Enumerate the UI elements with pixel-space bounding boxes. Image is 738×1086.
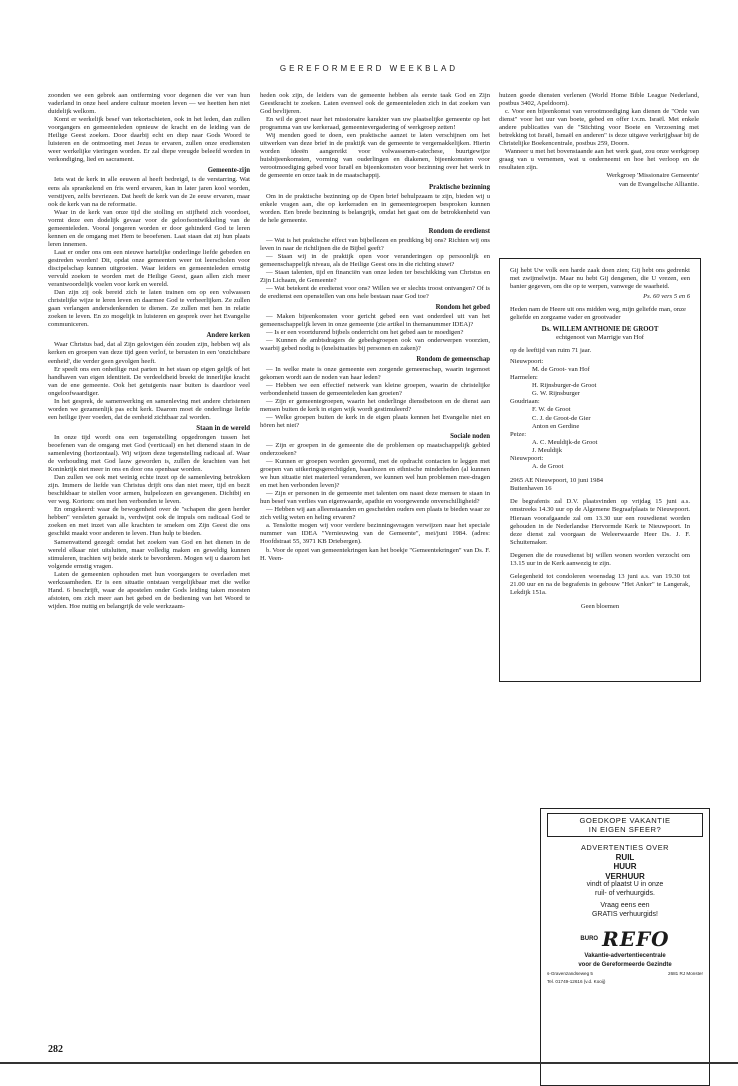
spouse-line: echtgenoot van Marrigje van Hof	[556, 333, 644, 341]
family-place: Harmelen:	[510, 374, 538, 382]
no-flowers-note: Geen bloemen	[580, 603, 620, 611]
ad-headline: IN EIGEN SFEER?	[588, 825, 662, 834]
paragraph: Iets wat de kerk in alle eeuwen al heeft bedreigd, is de verstarring. Wat eens als sprankelend en fris werd ervaren, kan in later jaren kool worden, verstijven, zelfs bevriezen. Dat heeft de kerk van de 2e eeuw ervaren, maar ook de kerk van na de reformatie.	[48, 176, 250, 208]
ad-line: ADVERTENTIES OVER	[580, 843, 670, 852]
ad-tagline: voor de Gereformeerde Gezindte	[578, 962, 672, 969]
question: — In welke mate is onze gemeente een zorgende gemeenschap, waarin tegemoet gekomen wordt aan de noden van haar leden?	[260, 365, 490, 381]
question: — Kunnen de ambtsdragers de gebedsgroepen ook van onderwerpen voorzien, waarbij gebed nodig is (knelsituaties bij personen en zaken)?	[260, 337, 490, 353]
paragraph: Waar Christus bad, dat al Zijn gelovigen één zouden zijn, hebben wij als kerken en groepen van deze tijd geen verlof, te berusten in een 'onzichtbare eenheid', die verder geen gevolgen heeft.	[48, 341, 250, 365]
family-member: G. W. Rijnsburger	[532, 390, 580, 398]
paragraph: Dan zijn zij ook bereid zich te laten trainen om op een volwassen christelijke wijze te leren leven en daarmee God te verheerlijken. Ze zullen gaan verlangen andersdenkenden te dienen. Ze zullen met hen in relatie zoeken te leven. En zo mogelijk in luisteren en gesprek over het Evangelie communiceren.	[48, 289, 250, 329]
column-3	[499, 92, 699, 189]
ad-line: GRATIS verhuurgids!	[591, 910, 658, 918]
ad-tagline: Vakantie-advertentiecentrale	[584, 953, 666, 960]
family-place: Nieuwpoort:	[510, 454, 544, 462]
ad-phone	[547, 979, 703, 985]
paragraph: heden ook zijn, de leiders van de gemeente hebben als eerste taak God en Zijn Geestkracht te zoeken. Laten evenwel ook de gemeenteleden zich in dat zoeken van God bevlijeren.	[260, 92, 490, 116]
address-line: Buitenhaven 16	[510, 485, 552, 493]
question: — Zijn er gemeentegroepen, waarin het onderlinge dienstbetoon en de dienst aan mensen buiten de kerk in eigen wijk wordt gestimuleerd?	[260, 397, 490, 413]
paragraph: Wanneer u met het bovenstaande aan het werk gaat, zou onze werkgroep graag van u vernemen, wat u onderneemt en hoe het verloop en de resultaten zijn.	[499, 148, 699, 172]
question: — Maken bijeenkomsten voor gericht gebed een vast onderdeel uit van het gemeenschappelijk leven in onze gemeente (zie artikel in themanummer IDEA)?	[260, 313, 490, 329]
bottom-rule	[0, 1062, 738, 1064]
ad-keyword: RUIL	[615, 852, 635, 862]
obituary-notice	[499, 258, 701, 682]
buro-label: BURO	[580, 936, 599, 943]
paragraph: En omgekeerd: waar de bewogenheid over de "schapen die geen herder hebben" versleten geraakt is, verdwijnt ook de impuls om radicaal God te zoeken en met inzet van alle krachten te smeken om Zijn Geest die ons geschikt maakt voor anderen te leven. Hun hulp te bieden.	[48, 506, 250, 538]
family-member: J. Meuldijk	[532, 446, 563, 454]
paragraph: Waar in de kerk van onze tijd die stolling en stijfheid zich voordoet, vormt deze een dodelijk gevaar voor de geloofsontwikkeling van de gemeenteleden. Vooral jongeren worden er door gehinderd God te leren kennen en de omgang met Hem te beoefenen. Laat staan dat zij hun plaats leren innemen.	[48, 208, 250, 248]
ad-line: Vraag eens een	[600, 901, 650, 909]
reference-note: a. Tenslotte mogen wij voor verdere bezinningsvragen verwijzen naar het speciale nummer van IDEA "Vernieuwing van de Gemeente", mei/juni 1984. (adres: Hoofdstraat 55, 3971 KB Driebergen).	[260, 522, 490, 546]
paragraph: En wil de groei naar het missionaire karakter van uw plaatselijke gemeente op het programma van uw kerkeraad, gemeentevergadering of werkgroep zetten!	[260, 116, 490, 132]
paragraph: Wij menden goed te doen, een praktische aanzet te laten verschijnen om het uitwerken van deze brief in de praktijk van de gemeente te vergemakkelijken. Hierin worden ideeën aangereikt voor volwassenen-catechese, buurtgewijze huisbijeenkomsten, vorming van ouderlingen en diakenen, bijeenkomsten voor verootmoediging gebed voor Israël en bijeenkomsten voor bezinning over het werk in de gemeente en onze taak in de maatschappij.	[260, 132, 490, 180]
condolence-info: Gelegenheid tot condoleren woensdag 13 juni a.s. van 19.30 tot 21.00 uur en na de begrafenis in gebouw "Het Anker" te Langerak, Lekdijk 151a.	[510, 573, 690, 597]
deceased-name: Ds. WILLEM ANTHONIE DE GROOT	[541, 325, 659, 333]
section-heading: Gemeente-zijn	[207, 167, 250, 175]
refo-wordmark: REFO	[602, 927, 670, 952]
question: — Welke groepen buiten de kerk in de eigen plaats kennen het Evangelie niet en hören het niet?	[260, 413, 490, 429]
running-title: GEREFORMEERD WEEKBLAD	[279, 64, 459, 73]
question: — Zijn er personen in de gemeente met talenten om naast deze mensen te staan in hun besef van verlies van eigenwaarde, apathie en voorgewende onverschilligheid?	[260, 490, 490, 506]
page-number: 282	[48, 1044, 63, 1055]
paragraph: huizen goede diensten verlenen (World Home Bible League Nederland, postbus 3402, Apeldoorn).	[499, 92, 699, 108]
reference-note: b. Voor de opzet van gemeentekringen kan het boekje "Gemeentekringen" van Ds. F. H. Veen-	[260, 546, 490, 562]
question: — Hebben wij aan alleenstaanden en gescheiden ouders een plaats te bieden waar ze zich veilig weten en heling ervaren?	[260, 506, 490, 522]
ad-keyword: VERHUUR	[605, 871, 645, 881]
signature-line: Werkgroep 'Missionaire Gemeente'	[606, 172, 699, 180]
paragraph: Komt er werkelijk besef van tekortschieten, ook in het leden, dan zullen voorgangers en gemeenteleden opnieuw de kracht en de leiding van de Heilige Geest zoeken. Door daarbij echt en diep naar Gods Woord te luisteren en de ontmoeting met Jezus te ervaren, zullen onze erediensten weer werkelijke vieringen worden. Er zal diepe vreugde beleefd worden in verkondiging, lied en sacrament.	[48, 116, 250, 164]
mourners-info: Degenen die de rouwdienst bij willen wonen worden verzocht om 13.15 uur in de Kerk aanwezig te zijn.	[510, 551, 690, 567]
ad-headline-box	[547, 813, 703, 837]
paragraph: Om in de praktische bezinning op de Open brief behulpzaam te zijn, bieden wij u enkele vragen aan, die op kerkeraden en in gemeentegroepen besproken kunnen worden. Een brede bezinning is belangrijk, omdat het gaat om de betrokkenheid van de hele gemeente.	[260, 192, 490, 224]
question: — Kunnen er groepen worden gevormd, met de opdracht contacten te leggen met groepen van uitkeringsgerechtigden, baanlozen en ethnische minderheden (al kunnen we hun situatie niet materieel veranderen, we kunnen wel hun problemen mee-dragen en met hen verbonden leven)?	[260, 458, 490, 490]
refo-logo	[547, 927, 703, 951]
section-heading: Praktische bezinning	[429, 183, 490, 191]
paragraph: Laten de gemeenten ophouden met hun voorgangers te overladen met werkzaamheden. Er is een situatie ontstaan vergelijkbaar met die welke Hand. 6 beschrijft, waar de apostelen onder Gods leiding taken moesten afstoten, om zich meer aan het gebed en de bediening van het Woord te wijden. Hoe nuttig en belangrijk de vele werkzaam-	[48, 570, 250, 610]
question: — Wat betekent de eredienst voor ons? Willen we er slechts troost ontvangen? Of is de eredienst een openstellen van ons hele bestaan naar God toe?	[260, 285, 490, 301]
announcement-intro: Heden nam de Heere uit ons midden weg, mijn geliefde man, onze geliefde en zorgzame vader en grootvader	[510, 306, 686, 322]
question: — Zijn er groepen in de gemeente die de problemen op maatschappelijk gebied onderzoeken?	[260, 441, 490, 457]
burial-info: De begrafenis zal D.V. plaatsvinden op vrijdag 15 juni a.s. omstreeks 14.30 uur op de Algemene Begraafplaats te Nieuwpoort. Hieraan voorafgaande zal om 13.30 uur een rouwdienst worden gehouden in de Nederlandse Hervormde Kerk te Nieuwpoort. In deze dienst zal voorgaan de Weleerwaarde Heer Ds. J. F. Schuitemaker.	[510, 498, 690, 546]
paragraph: In onze tijd wordt ons een tegenstelling opgedrongen tussen het beoefenen van de omgang met God (verticaal) en het dienend staan in de samenleving (horizontaal). Wij wijzen deze tegenstelling radicaal af. Waar de verhouding met God lauw geworden is, zullen de krachten van het Koninkrijk niet meer in ons en door ons openbaar worden.	[48, 433, 250, 474]
family-place: Goudriaan:	[510, 398, 540, 406]
ad-address	[547, 971, 703, 977]
ad-city: 2681 RJ Monster	[668, 971, 703, 977]
paragraph: Samenvattend gezegd: omdat het zoeken van God en het dienen in de wereld elkaar niet uitsluiten, maar volledig maken en geweldig kunnen stimuleren, trachten wij beide sterk te bevorderen. Mogen wij u daarom het volgende ernstig vragen.	[48, 538, 250, 570]
bible-reference: Ps. 60 vers 5 en 6	[643, 293, 690, 301]
family-member: A. C. Meuldijk-de Groot	[532, 438, 598, 446]
ad-street: s-Gravenzandseweg 5	[547, 971, 593, 977]
question: — Staan wij in de praktijk open voor veranderingen op persoonlijk en gemeenschappelijk niveau, als de Heilige Geest ons in die richting stuwt?	[260, 252, 490, 268]
section-heading: Rondom het gebed	[435, 304, 490, 312]
question: — Is er een voortdurend bijbels onderricht om het gebed aan te moedigen?	[266, 329, 464, 337]
section-heading: Rondom de eredienst	[428, 227, 490, 235]
family-place: Nieuwpoort:	[510, 357, 544, 365]
question: — Staan talenten, tijd en financiën van onze leden ter beschikking van Christus en Zijn Lichaam, de Gemeente?	[260, 268, 490, 285]
family-member: A. de Groot	[532, 463, 564, 471]
family-list	[510, 358, 690, 471]
ad-phone-number: Tel. 01749-12616 (v.d. Kooij)	[547, 979, 606, 985]
family-member: Anton en Gerdine	[532, 422, 580, 430]
question: — Hebben we een effectief netwerk van kleine groepen, waarin de christelijke verbondenheid tussen de gemeenteleden kan groeien?	[260, 381, 490, 397]
column-2	[260, 92, 490, 563]
ad-line: ruil- of verhuurgids.	[595, 890, 655, 898]
bible-quote: Gij hebt Uw volk een harde zaak doen zien; Gij hebt ons gedrenkt met zwijmelwijn. Maar nu hebt Gij dengenen, die U vrezen, een banier gegeven, om die op te werpen, vanwege de waarheid.	[510, 267, 690, 291]
paragraph: c. Voor een bijeenkomst van verootmoediging kan dienen de "Orde van dienst" voor het uur van boete, gebed en offer i.v.m. Israël. Met enkele andere publicaties van de "Stichting voor Boete en Verzoening met betrekking tot Israël, Ismaël en anderen" is deze uitgave verkrijgbaar bij de Christelijke Boekencentrale, postbus 259, Doorn.	[499, 108, 699, 148]
section-heading: Sociale noden	[450, 432, 490, 440]
family-member: H. Rijnsburger-de Groot	[532, 382, 597, 390]
column-1	[48, 92, 250, 611]
signature-line: van de Evangelische Alliantie.	[618, 180, 699, 188]
paragraph: Er speelt ons een onheilige rust parten in het staan op eigen gelijk of het handhaven van eigen identiteit. De verdeeldheid breekt de innerlijke kracht van de ene gemeente. Ook het getuigenis naar buiten is daardoor veel ongeloofwaardiger.	[48, 365, 250, 397]
address-line: 2965 AE Nieuwpoort, 10 juni 1984	[510, 477, 604, 485]
section-heading: Andere kerken	[206, 332, 250, 340]
ad-keyword: HUUR	[613, 862, 637, 872]
question: — Wat is het praktische effect van bijbellezen en prediking bij ons? Richten wij ons leven in naar de richtlijnen die de Bijbel geeft?	[260, 236, 490, 252]
family-member: F. W. de Groot	[532, 406, 571, 414]
family-member: M. de Groot- van Hof	[532, 365, 590, 373]
paragraph: Laat er onder ons om een nieuwe hartelijke onderlinge liefde gebeden en gestreden worden! Dit, opdat onze gemeenten weer tot leerscholen voor discipelschap kunnen uitgroeien. Waar leiders en gemeenteleden ernstig vervuld zoeken te worden met de Heilige Geest, gaan allen zich meer verantwoordelijk voelen voor kerk en wereld.	[48, 248, 250, 289]
paragraph: Dan zullen we ook met weinig echte inzet op de samenleving betrokken zijn. Immers de liefde van Christus drijft ons dan niet meer, tijd en bezit beschikbaar te stellen voor armen, hulpelozen en gevangenen. Dichtbij en ver weg. Kortom: om met hen verbonden te leven.	[48, 474, 250, 506]
family-member: C. J. de Groot-de Gier	[532, 414, 591, 422]
paragraph: In het gesprek, de samenwerking en samenleving met andere christenen worden we gezamenlijk pas echt kerk. Daarom moet de onderlinge liefde een heilige ijver voeden, dat de eenheid zichtbaar zal worden.	[48, 397, 250, 421]
paragraph: zoonden we een gebrek aan ontferming voor degenen die ver van hun vaderland in onze heel andere cultuur moeten leven — we heetten hen niet duidelijk welkom.	[48, 92, 250, 116]
section-heading: Staan in de wereld	[196, 424, 250, 432]
refo-advertisement	[540, 808, 710, 1086]
family-place: Peize:	[510, 430, 527, 438]
age-line: op de leeftijd van ruim 71 jaar.	[510, 346, 592, 354]
ad-headline: GOEDKOPE VAKANTIE	[579, 816, 671, 825]
section-heading: Rondom de gemeenschap	[416, 356, 490, 364]
ad-line: vindt of plaatst U in onze	[586, 881, 664, 889]
